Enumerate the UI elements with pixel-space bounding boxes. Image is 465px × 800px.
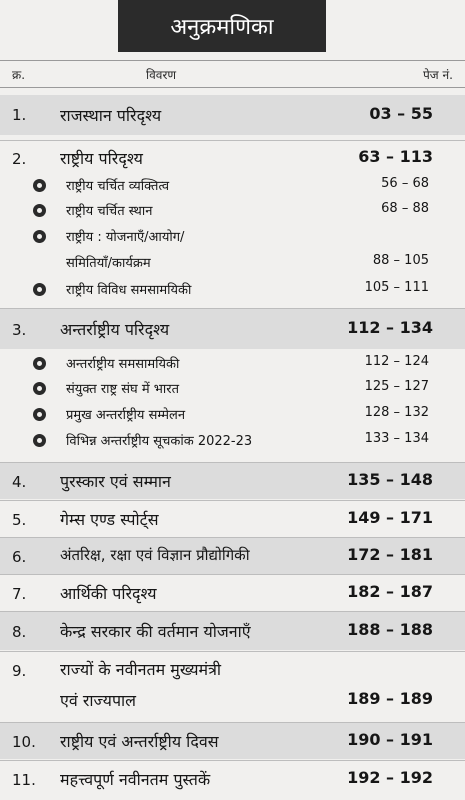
- sub-row: [0, 352, 465, 376]
- row-title: राज्यों के नवीनतम मुख्यमंत्री: [60, 660, 222, 679]
- row-number: 11.: [12, 771, 36, 789]
- sub-title: राष्ट्रीय : योजनाएँ/आयोग/: [66, 230, 185, 245]
- page-title: अनुक्रमणिका: [118, 0, 326, 52]
- sub-pages: 133 – 134: [364, 431, 429, 446]
- sub-title: राष्ट्रीय चर्चित स्थान: [66, 204, 153, 219]
- sub-title: प्रमुख अन्तर्राष्ट्रीय सम्मेलन: [66, 408, 186, 423]
- bullet-icon: [33, 230, 46, 243]
- bullet-icon: [33, 283, 46, 296]
- row-title: राष्ट्रीय परिदृश्य: [60, 149, 143, 168]
- sub-row: [0, 199, 465, 223]
- row-pages: 03 – 55: [369, 104, 433, 123]
- index-row-3: [0, 308, 465, 349]
- index-row-11: [0, 760, 465, 797]
- table-header: [0, 60, 465, 88]
- header-page: पेज नं.: [422, 68, 453, 82]
- row-number: 3.: [12, 321, 27, 339]
- index-row-10: [0, 722, 465, 759]
- index-row-1: [0, 95, 465, 135]
- sub-pages: 128 – 132: [364, 405, 429, 420]
- row-number: 7.: [12, 585, 27, 603]
- row-pages: 189 – 189: [347, 689, 433, 708]
- row-number: 8.: [12, 623, 27, 641]
- sub-row: [0, 429, 465, 453]
- row-title: राजस्थान परिदृश्य: [60, 106, 162, 125]
- sub-title: विभिन्न अन्तर्राष्ट्रीय सूचकांक 2022-23: [66, 434, 253, 449]
- bullet-icon: [33, 408, 46, 421]
- sub-pages: 105 – 111: [364, 280, 429, 295]
- index-row-7: [0, 574, 465, 611]
- header-serial: क्र.: [12, 68, 26, 82]
- index-row-9: [0, 651, 465, 720]
- row-pages: 112 – 134: [347, 318, 433, 337]
- row-pages: 192 – 192: [347, 768, 433, 787]
- row-title: अन्तर्राष्ट्रीय परिदृश्य: [60, 320, 170, 339]
- row-number: 10.: [12, 733, 36, 751]
- sub-title: राष्ट्रीय विविध समसामयिकी: [66, 283, 192, 298]
- row-pages: 135 – 148: [347, 470, 433, 489]
- row-title: आर्थिकी परिदृश्य: [60, 584, 157, 603]
- index-row-2: [0, 140, 465, 175]
- row-title: गेम्स एण्ड स्पोर्ट्स: [60, 510, 159, 529]
- row-title-line2: एवं राज्यपाल: [60, 691, 137, 710]
- sub-row: [0, 278, 465, 302]
- row-number: 1.: [12, 106, 27, 124]
- row-title: महत्त्वपूर्ण नवीनतम पुस्तकें: [60, 770, 211, 789]
- bullet-icon: [33, 382, 46, 395]
- sub-pages: 125 – 127: [364, 379, 429, 394]
- index-row-4: [0, 462, 465, 499]
- sub-title-line2: समितियाँ/कार्यक्रम: [66, 256, 151, 271]
- sub-row-continued: [0, 251, 465, 275]
- row-number: 9.: [12, 662, 27, 680]
- row-title: पुरस्कार एवं सम्मान: [60, 472, 171, 491]
- sub-row: [0, 225, 465, 249]
- row-number: 4.: [12, 473, 27, 491]
- index-row-5: [0, 500, 465, 537]
- bullet-icon: [33, 357, 46, 370]
- bullet-icon: [33, 204, 46, 217]
- row-pages: 149 – 171: [347, 508, 433, 527]
- index-row-8: [0, 611, 465, 650]
- sub-pages: 56 – 68: [381, 176, 429, 191]
- row-number: 2.: [12, 150, 27, 168]
- sub-title: राष्ट्रीय चर्चित व्यक्तित्व: [66, 179, 170, 194]
- sub-pages: 68 – 88: [381, 201, 429, 216]
- header-description: विवरण: [146, 68, 177, 82]
- sub-title: अन्तर्राष्ट्रीय समसामयिकी: [66, 357, 180, 372]
- row-pages: 172 – 181: [347, 545, 433, 564]
- index-row-6: [0, 537, 465, 574]
- row-title: राष्ट्रीय एवं अन्तर्राष्ट्रीय दिवस: [60, 732, 219, 751]
- row-title: अंतरिक्ष, रक्षा एवं विज्ञान प्रौद्योगिकी: [60, 546, 250, 564]
- bullet-icon: [33, 179, 46, 192]
- row-number: 5.: [12, 511, 27, 529]
- sub-title: संयुक्त राष्ट्र संघ में भारत: [66, 382, 179, 397]
- row-title: केन्द्र सरकार की वर्तमान योजनाएँ: [60, 622, 251, 641]
- row-pages: 63 – 113: [358, 147, 433, 166]
- row-number: 6.: [12, 548, 27, 566]
- sub-row: [0, 174, 465, 198]
- bullet-icon: [33, 434, 46, 447]
- row-pages: 182 – 187: [347, 582, 433, 601]
- sub-row: [0, 403, 465, 427]
- row-pages: 190 – 191: [347, 730, 433, 749]
- sub-pages: 112 – 124: [364, 354, 429, 369]
- sub-pages: 88 – 105: [372, 253, 429, 268]
- row-pages: 188 – 188: [347, 620, 433, 639]
- sub-row: [0, 377, 465, 401]
